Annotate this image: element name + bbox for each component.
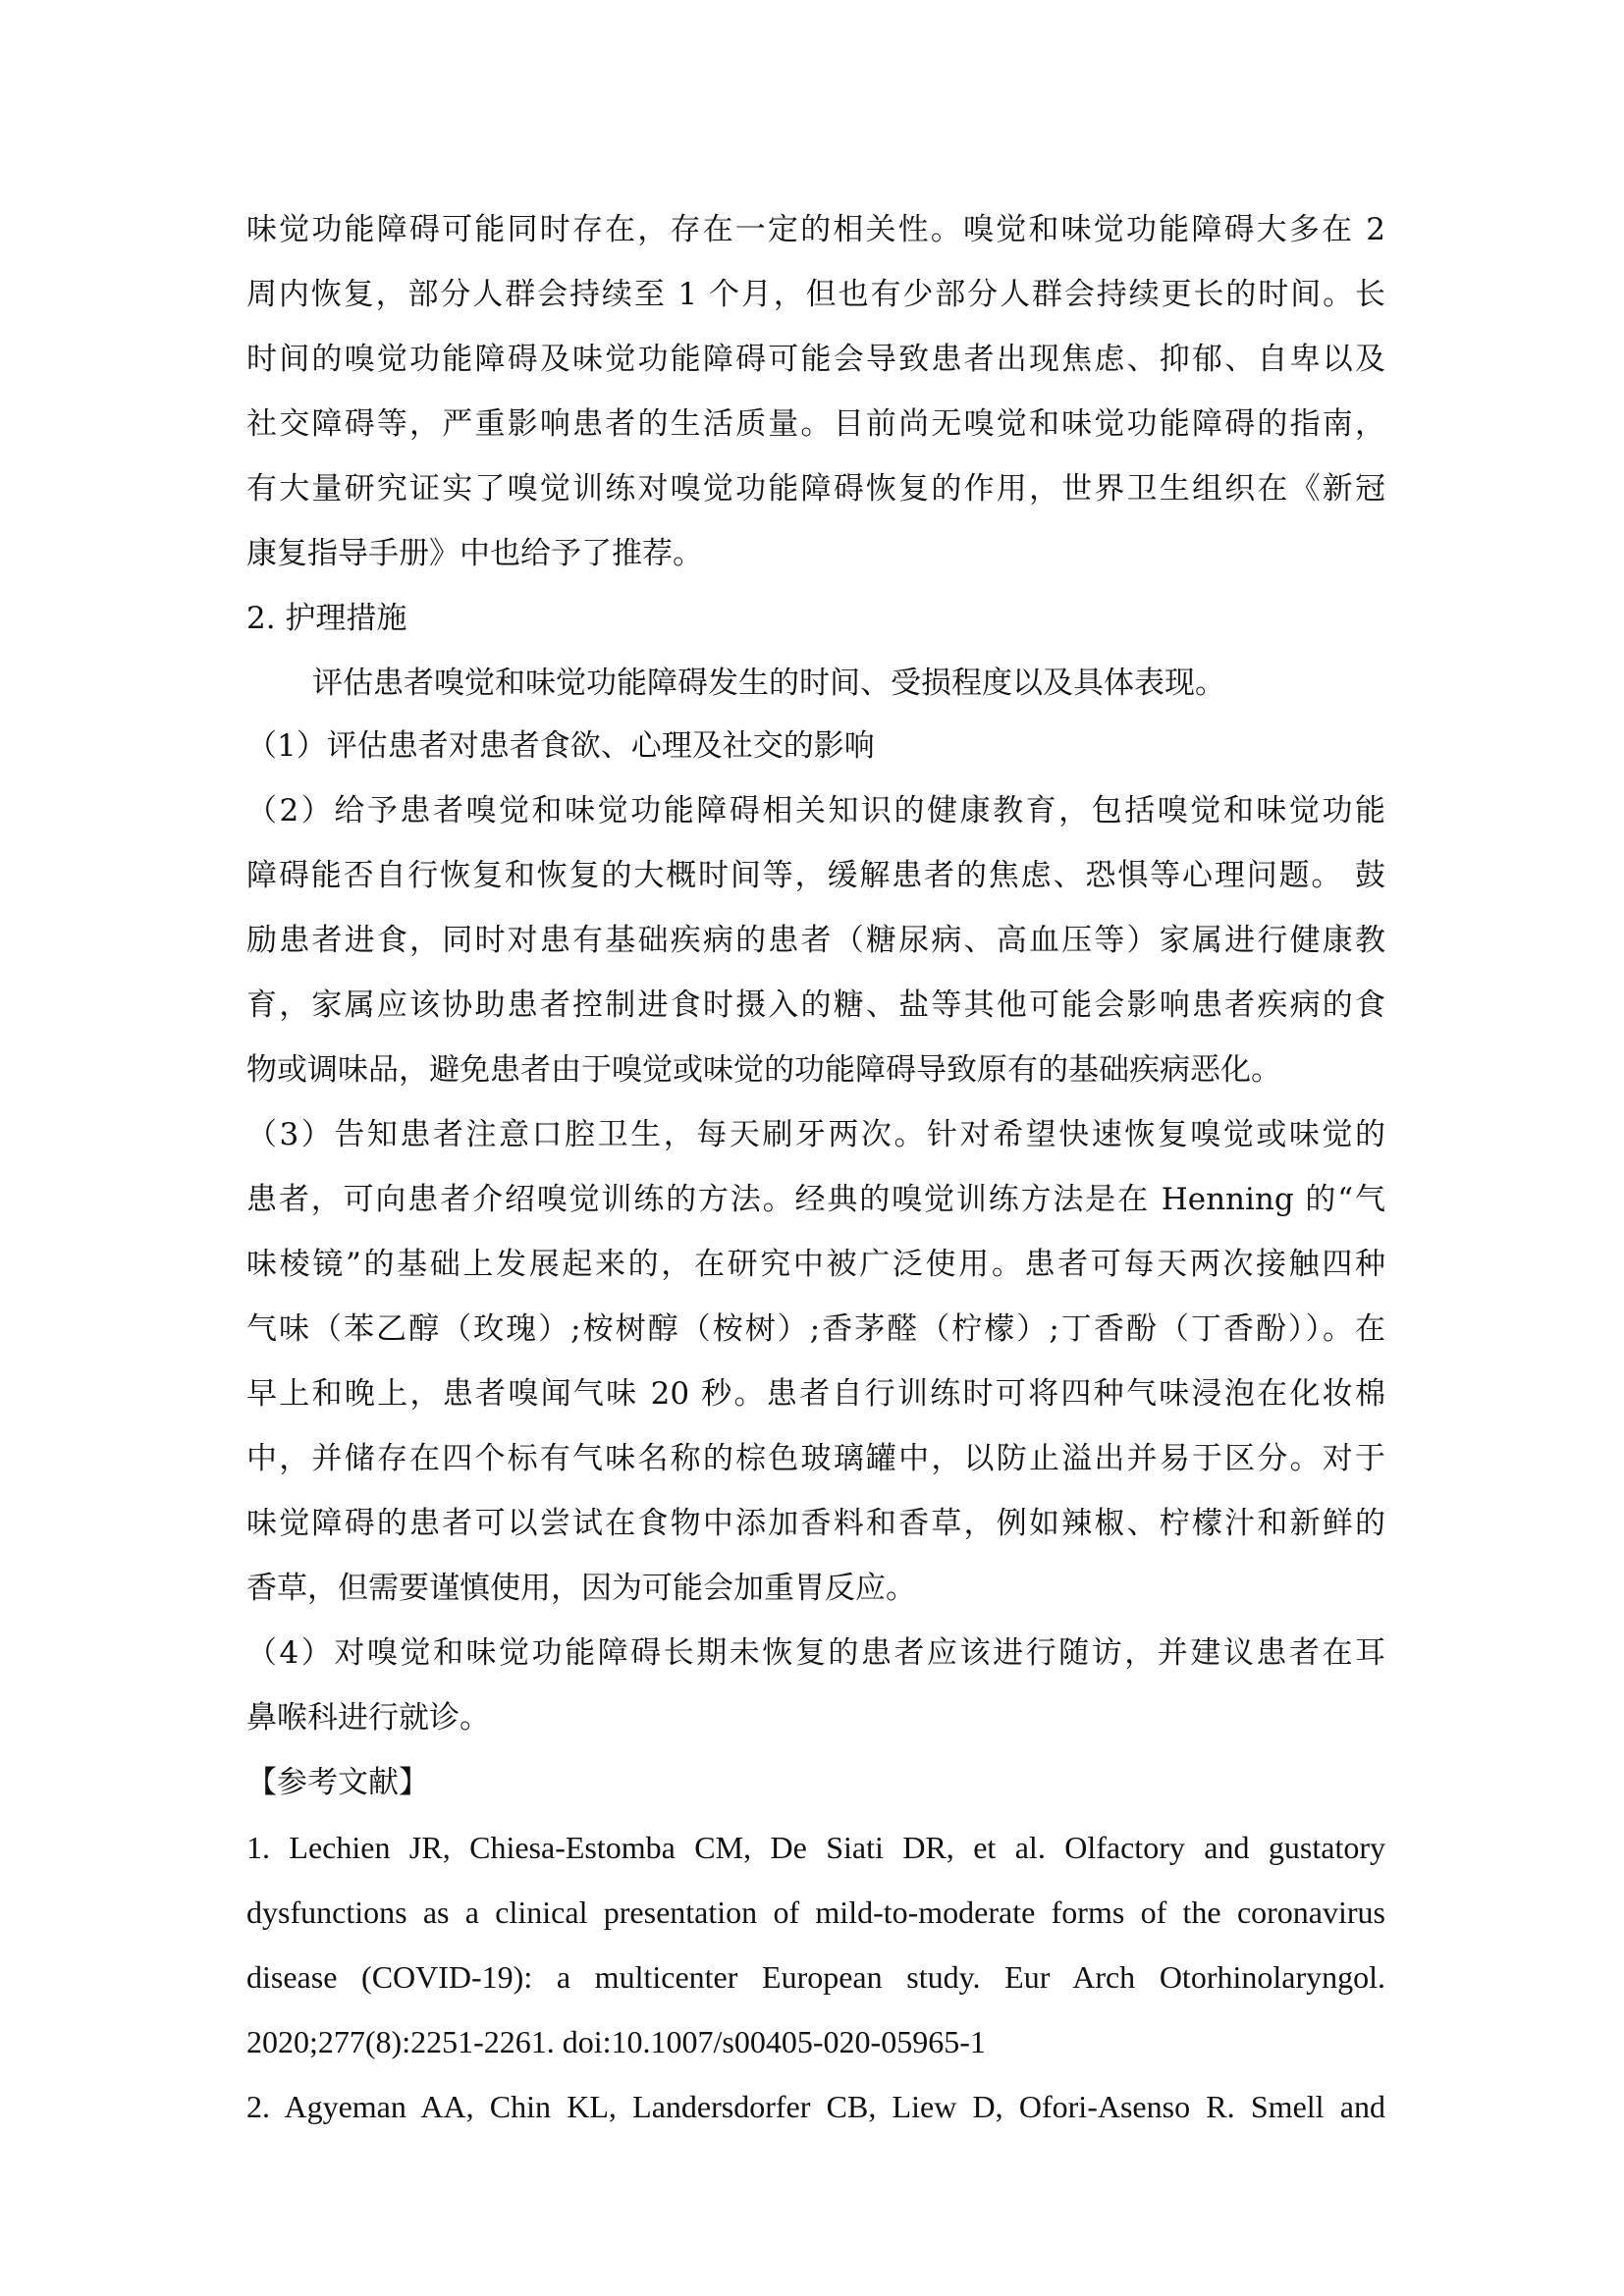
list-item-4-line: （4）对嗅觉和味觉功能障碍长期未恢复的患者应该进行随访，并建议患者在耳 bbox=[246, 1635, 1385, 1671]
paragraph-line: 社交障碍等，严重影响患者的生活质量。目前尚无嗅觉和味觉功能障碍的指南， bbox=[246, 406, 1385, 442]
list-item-3-line: 气味（苯乙醇（玫瑰）;桉树醇（桉树）;香茅醛（柠檬）;丁香酚（丁香酚））。在 bbox=[246, 1311, 1385, 1347]
references-heading: 【参考文献】 bbox=[246, 1765, 429, 1800]
list-item-3-line: 患者，可向患者介绍嗅觉训练的方法。经典的嗅觉训练方法是在 Henning 的“气 bbox=[246, 1182, 1385, 1217]
reference-2-line: 2. Agyeman AA, Chin KL, Landersdorfer CB, Liew D, Ofori-Asenso R. Smell and bbox=[246, 2089, 1385, 2124]
list-item-4-line: 鼻喉科进行就诊。 bbox=[246, 1700, 490, 1735]
section-intro: 评估患者嗅觉和味觉功能障碍发生的时间、受损程度以及具体表现。 bbox=[312, 666, 1225, 701]
list-item-2-line: 励患者进食，同时对患有基础疾病的患者（糖尿病、高血压等）家属进行健康教 bbox=[246, 923, 1385, 958]
list-item-3-line: 早上和晚上，患者嗅闻气味 20 秒。患者自行训练时可将四种气味浸泡在化妆棉 bbox=[246, 1376, 1385, 1412]
list-item-2-line: 物或调味品，避免患者由于嗅觉或味觉的功能障碍导致原有的基础疾病恶化。 bbox=[246, 1052, 1281, 1088]
list-item-2-line: 障碍能否自行恢复和恢复的大概时间等，缓解患者的焦虑、恐惧等心理问题。 鼓 bbox=[246, 858, 1385, 893]
list-item-3-line: 味棱镜”的基础上发展起来的，在研究中被广泛使用。患者可每天两次接触四种 bbox=[246, 1247, 1385, 1282]
reference-1-line: disease (COVID-19): a multicenter European study. Eur Arch Otorhinolaryngol. bbox=[246, 1959, 1385, 1995]
reference-1-line: 2020;277(8):2251-2261. doi:10.1007/s00405-020-05965-1 bbox=[246, 2024, 986, 2059]
section-heading: 2. 护理措施 bbox=[246, 601, 407, 636]
list-item-3-line: 香草，但需要谨慎使用，因为可能会加重胃反应。 bbox=[246, 1571, 916, 1606]
paragraph-line: 康复指导手册》中也给予了推荐。 bbox=[246, 536, 703, 571]
list-item-3-line: （3）告知患者注意口腔卫生，每天刷牙两次。针对希望快速恢复嗅觉或味觉的 bbox=[246, 1117, 1385, 1152]
paragraph-line: 味觉功能障碍可能同时存在，存在一定的相关性。嗅觉和味觉功能障碍大多在 2 bbox=[246, 212, 1385, 247]
paragraph-line: 时间的嗅觉功能障碍及味觉功能障碍可能会导致患者出现焦虑、抑郁、自卑以及 bbox=[246, 342, 1385, 377]
paragraph-line: 周内恢复，部分人群会持续至 1 个月，但也有少部分人群会持续更长的时间。长 bbox=[246, 277, 1385, 312]
reference-1-line: 1. Lechien JR, Chiesa-Estomba CM, De Siati DR, et al. Olfactory and gustatory bbox=[246, 1830, 1385, 1865]
list-item-2-line: 育，家属应该协助患者控制进食时摄入的糖、盐等其他可能会影响患者疾病的食 bbox=[246, 988, 1385, 1023]
reference-1-line: dysfunctions as a clinical presentation of mild-to-moderate forms of the coronavirus bbox=[246, 1895, 1385, 1930]
list-item-2-line: （2）给予患者嗅觉和味觉功能障碍相关知识的健康教育，包括嗅觉和味觉功能 bbox=[246, 793, 1385, 828]
list-item-3-line: 味觉障碍的患者可以尝试在食物中添加香料和香草，例如辣椒、柠檬汁和新鲜的 bbox=[246, 1506, 1385, 1541]
list-item-1: （1）评估患者对患者食欲、心理及社交的影响 bbox=[246, 728, 875, 764]
list-item-3-line: 中，并储存在四个标有气味名称的棕色玻璃罐中，以防止溢出并易于区分。对于 bbox=[246, 1441, 1385, 1476]
paragraph-line: 有大量研究证实了嗅觉训练对嗅觉功能障碍恢复的作用，世界卫生组织在《新冠 bbox=[246, 471, 1385, 507]
